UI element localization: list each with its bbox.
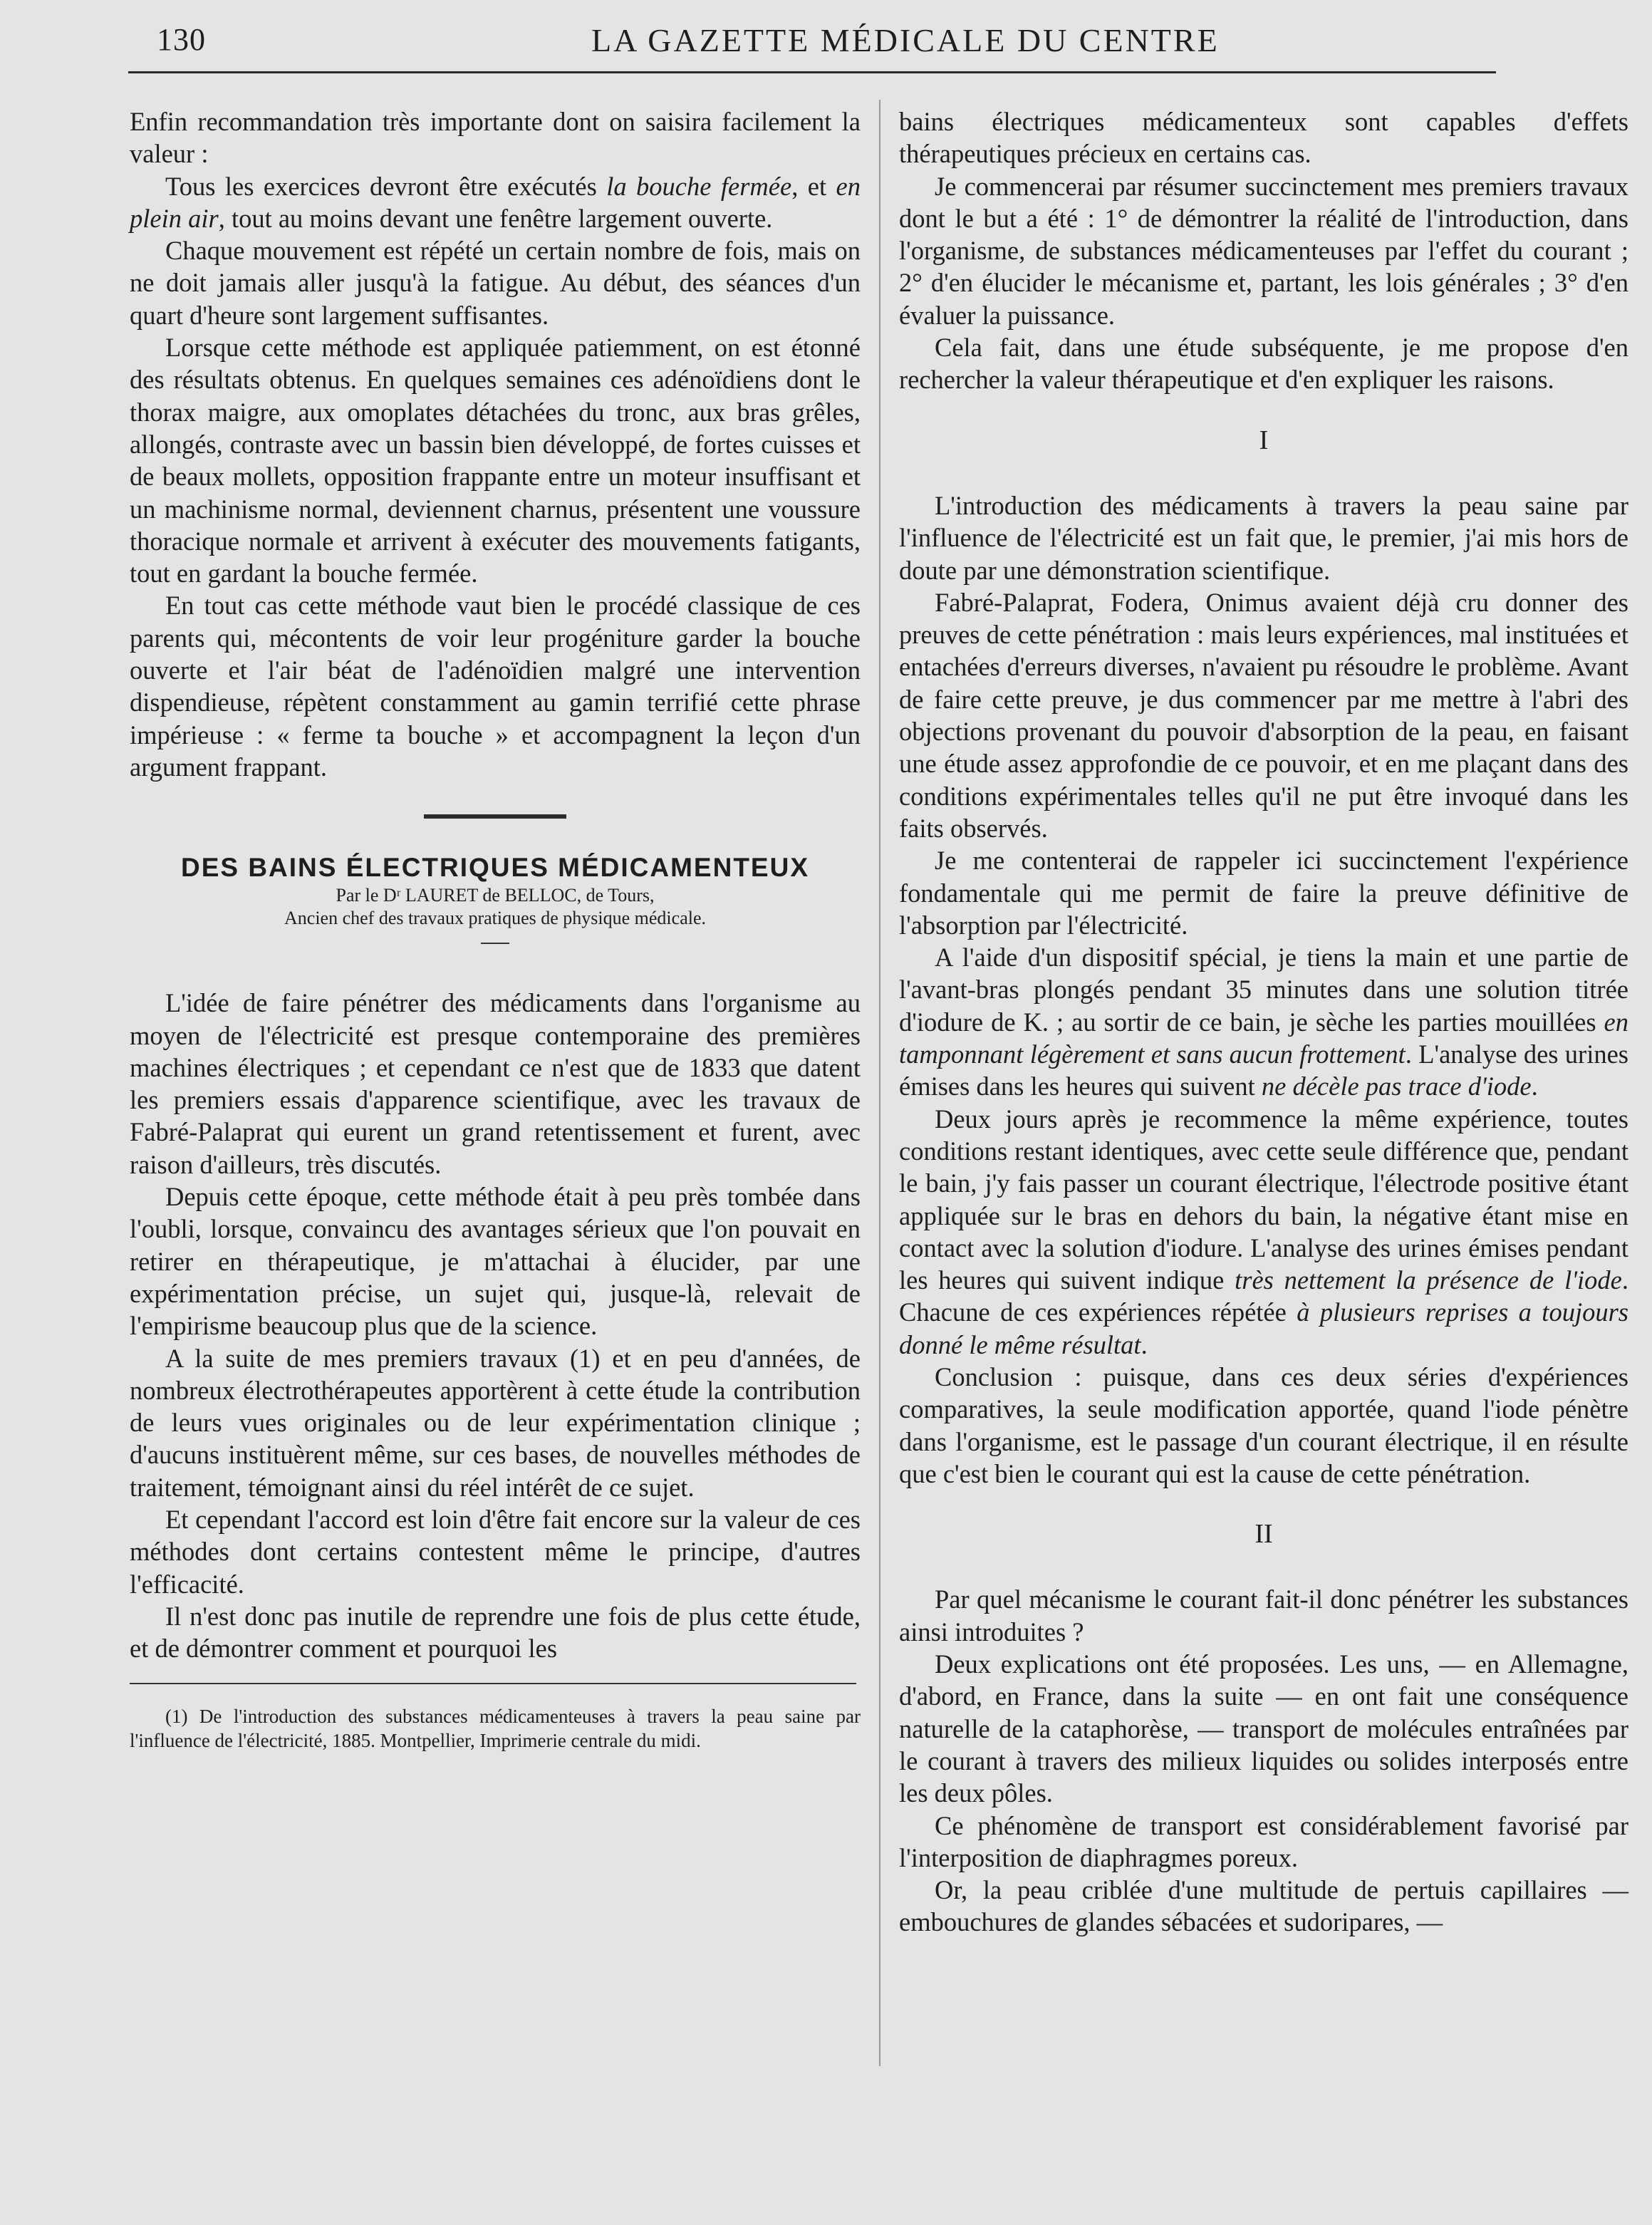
section-separator <box>424 814 566 819</box>
article-byline: Par le Dʳ LAURET de BELLOC, de Tours, <box>336 885 655 906</box>
paragraph: Lorsque cette méthode est appliquée patiemment, on est étonné des résultats obtenus. En quelques semaines ces adénoïdiens dont le thorax maigre, aux omoplates détachées du tronc, aux bras grêles, allongés, contraste avec un bassin bien développé, de fortes cuisses et de beaux mollets, opposition frappante entre un moteur insuffisant et un machinisme normal, deviennent charnus, présentent une voussure thoracique normale et arrivent à exécuter des mouvements fatigants, tout en gardant la bouche fermée. <box>130 333 861 588</box>
section-heading: II <box>1254 1519 1273 1550</box>
paragraph: Ce phénomène de transport est considérablement favorisé par l'interposition de diaphragmes poreux. <box>899 1810 1628 1872</box>
paragraph: Je me contenterai de rappeler ici succinctement l'expérience fondamentale qui me permit de faire la preuve définitive de l'absorption par l'électricité. <box>899 846 1628 940</box>
left-column <box>130 105 861 1753</box>
paragraph: Cela fait, dans une étude subséquente, je me propose d'en rechercher la valeur thérapeutique et d'en expliquer les raisons. <box>899 333 1628 395</box>
paragraph: Enfin recommandation très importante dont on saisira facilement la valeur : <box>130 107 861 169</box>
paragraph: Deux explications ont été proposées. Les uns, — en Allemagne, d'abord, en France, dans la suite — en ont fait une conséquence naturelle de la cataphorèse, — transport de molécules entraînées par le courant à travers des milieux liquides ou solides interposés entre les deux pôles. <box>899 1649 1628 1808</box>
paragraph: A la suite de mes premiers travaux (1) et en peu d'années, de nombreux électrothérapeutes apportèrent à cette étude la contribution de leurs vues originales ou de leur expérimentation clinique ; d'aucuns instituèrent même, sur ces bases, de nouvelles méthodes de traitement, témoignant ainsi du réel intérêt de ce sujet. <box>130 1343 861 1502</box>
paragraph: Deux jours après je recommence la même expérience, toutes conditions restant identiques, avec cette seule différence que, pendant le bain, j'y fais passer un courant électrique, l'électrode positive étant appliquée sur le bras en dehors du bain, la négative étant mise en contact avec la solution d'iodure. L'analyse des urines émises pendant les heures qui suivent indique très nettement la présence de l'iode. Chacune de ces expériences répétée à plusieurs reprises a toujours donné le même résultat. <box>899 1104 1628 1359</box>
paragraph: Par quel mécanisme le courant fait-il donc pénétrer les substances ainsi introduites ? <box>899 1585 1628 1646</box>
column-divider <box>879 100 880 2066</box>
footnote-rule <box>130 1683 856 1684</box>
paragraph: Fabré-Palaprat, Fodera, Onimus avaient déjà cru donner des preuves de cette pénétration : mais leurs expériences, mal instituées et entachées d'erreurs diverses, n'avaient pu résoudre le problème. Avant de faire cette preuve, je dus commencer par me mettre à l'abri des objections provenant du pouvoir d'absorption de la peau, en faisant une étude assez approfondie de ce pouvoir, et en me plaçant dans des conditions expérimentales telles qu'il ne put être invoqué dans les faits observés. <box>899 587 1628 843</box>
paragraph: Conclusion : puisque, dans ces deux séries d'expériences comparatives, la seule modification apportée, quand l'iode pénètre dans l'organisme, est le passage d'un courant électrique, il en résulte que c'est bien le courant qui est la cause de cette pénétration. <box>899 1362 1628 1488</box>
paragraph: Depuis cette époque, cette méthode était à peu près tombée dans l'oubli, lorsque, convaincu des avantages sérieux que l'on pouvait en retirer en thérapeutique, je m'attachai à élucider, par une expérimentation précise, un sujet qui, jusque-là, relevait de l'empirisme beaucoup plus que de la science. <box>130 1182 861 1341</box>
paragraph: Je commencerai par résumer succinctement mes premiers travaux dont le but a été : 1° de démontrer la réalité de l'introduction, dans l'organisme, de substances médicamenteuses par l'effet du courant ; 2° d'en élucider le mécanisme et, partant, les lois générales ; 3° d'en évaluer la puissance. <box>899 171 1628 330</box>
paragraph: Tous les exercices devront être exécutés la bouche fermée, et en plein air, tout au moins devant une fenêtre largement ouverte. <box>130 171 861 233</box>
header-rule <box>128 71 1496 73</box>
page-number: 130 <box>157 22 206 57</box>
paragraph: Il n'est donc pas inutile de reprendre une fois de plus cette étude, et de démontrer comment et pourquoi les <box>130 1601 861 1664</box>
section-heading: I <box>1259 425 1269 455</box>
title-rule <box>481 943 509 944</box>
paragraph: Or, la peau criblée d'une multitude de pertuis capillaires — embouchures de glandes sébacées et sudoripares, — <box>899 1875 1628 1937</box>
journal-title: LA GAZETTE MÉDICALE DU CENTRE <box>591 22 1220 58</box>
paragraph: En tout cas cette méthode vaut bien le procédé classique de ces parents qui, mécontents de voir leur progéniture garder la bouche ouverte et l'air béat de l'adénoïdien malgré une intervention dispendieuse, répètent constamment au gamin terrifié cette phrase impérieuse : « ferme ta bouche » et accompagnent la leçon d'un argument frappant. <box>130 591 861 782</box>
right-column <box>899 105 1628 1939</box>
paragraph: L'introduction des médicaments à travers la peau saine par l'influence de l'électricité est un fait que, le premier, j'ai mis hors de doute par une démonstration scientifique. <box>899 490 1628 585</box>
paragraph: Et cependant l'accord est loin d'être fait encore sur la valeur de ces méthodes dont certains contestent même le principe, d'autres l'efficacité. <box>130 1504 861 1599</box>
paragraph: bains électriques médicamenteux sont capables d'effets thérapeutiques précieux en certains cas. <box>899 107 1628 169</box>
paragraph: Chaque mouvement est répété un certain nombre de fois, mais on ne doit jamais aller jusqu'à la fatigue. Au début, des séances d'un quart d'heure sont largement suffisantes. <box>130 236 861 330</box>
footnote: (1) De l'introduction des substances médicamenteuses à travers la peau saine par l'influence de l'électricité, 1885. Montpellier, Imprimerie centrale du midi. <box>130 1706 861 1752</box>
paragraph: A l'aide d'un dispositif spécial, je tiens la main et une partie de l'avant-bras plongés pendant 35 minutes dans une solution titrée d'iodure de K. ; au sortir de ce bain, je sèche les parties mouillées en tamponnant légèrement et sans aucun frottement. L'analyse des urines émises dans les heures qui suivent ne décèle pas trace d'iode. <box>899 943 1628 1101</box>
article-byline-affiliation: Ancien chef des travaux pratiques de physique médicale. <box>284 908 706 929</box>
paragraph: L'idée de faire pénétrer des médicaments dans l'organisme au moyen de l'électricité est presque contemporaine des premières machines électriques ; et cependant ce n'est que de 1833 que datent les premiers essais d'apparence scientifique, avec les travaux de Fabré-Palaprat qui eurent un grand retentissement et furent, avec raison d'ailleurs, très discutés. <box>130 988 861 1179</box>
article-title: DES BAINS ÉLECTRIQUES MÉDICAMENTEUX <box>180 853 809 883</box>
